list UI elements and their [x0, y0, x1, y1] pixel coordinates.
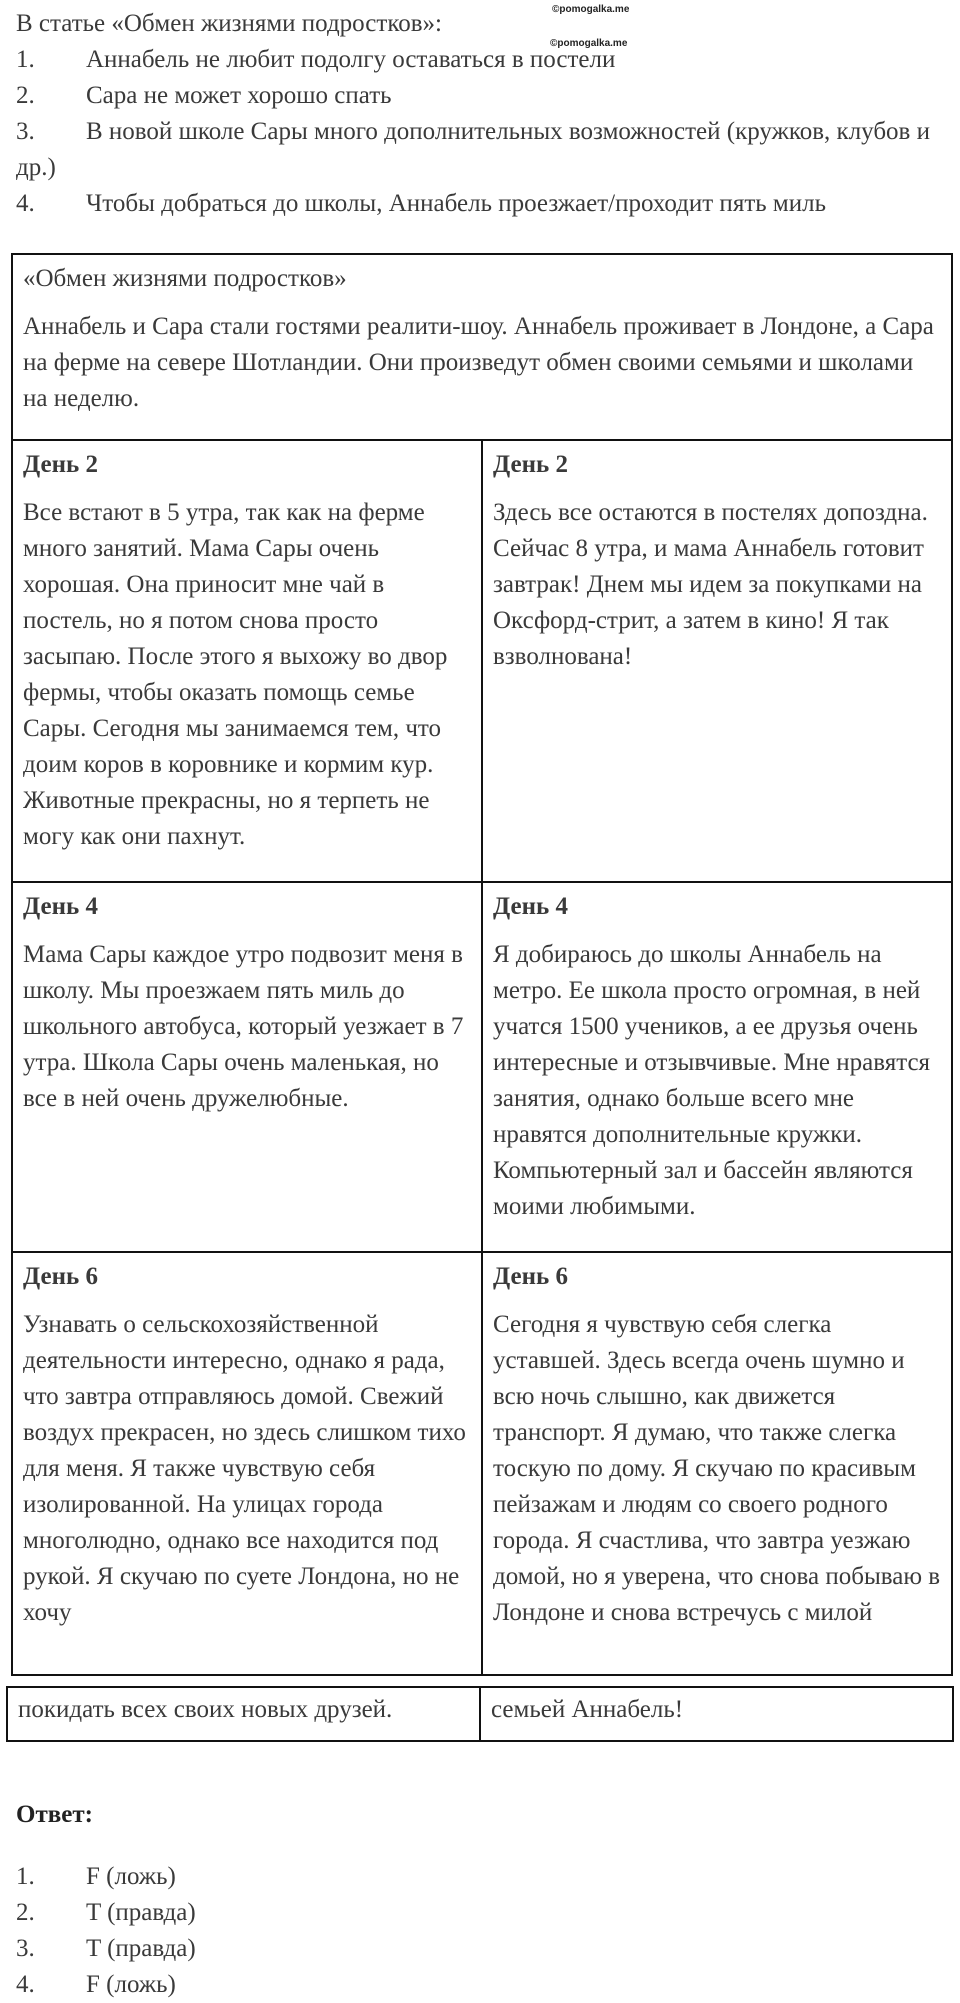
task-title: В статье «Обмен жизнями подростков»:	[16, 10, 442, 37]
day-heading: День 2	[23, 451, 98, 478]
statement-item	[16, 186, 936, 222]
statement-text: Сара не может хорошо спать	[86, 82, 392, 109]
answer-section	[16, 1797, 936, 2003]
answer-number: 1.	[16, 1863, 35, 1890]
answer-item	[16, 1931, 936, 1967]
answer-text: T (правда)	[86, 1935, 196, 1962]
article-continuation-table	[6, 1686, 954, 1742]
day-heading: День 4	[23, 893, 98, 920]
statement-number: 1.	[16, 46, 35, 73]
answer-item	[16, 1967, 936, 2003]
annabel-day-4-cell	[482, 882, 952, 1252]
article-intro: Аннабель и Сара стали гостями реалити-шоу. Аннабель проживает в Лондоне, а Сара на ферме на севере Шотландии. Они произведут обмен своими семьями и школами на неделю.	[23, 313, 934, 412]
statement-text: Аннабель не любит подолгу оставаться в постели	[86, 46, 616, 73]
answer-text: F (ложь)	[86, 1971, 176, 1998]
annabel-day-2-cell	[482, 440, 952, 882]
statement-number: 3.	[16, 118, 35, 145]
diary-text: Мама Сары каждое утро подвозит меня в школу. Мы проезжаем пять миль до школьного автобуса, который уезжает в 7 утра. Школа Сары очень маленькая, но все в ней очень дружелюбные.	[23, 941, 464, 1112]
article-header-cell	[12, 254, 952, 440]
day-heading: День 4	[493, 893, 568, 920]
answer-heading: Ответ:	[16, 1801, 93, 1828]
statement-item	[16, 42, 936, 78]
continuation-left: покидать всех своих новых друзей.	[7, 1687, 480, 1741]
answer-text: T (правда)	[86, 1899, 196, 1926]
diary-text: Узнавать о сельскохозяйственной деятельности интересно, однако я рада, что завтра отправляюсь домой. Свежий воздух прекрасен, но здесь слишком тихо для меня. Я также чувствую себя изолированной. На улицах города многолюдно, однако все находится под рукой. Я скучаю по суете Лондона, но не хочу	[23, 1311, 466, 1626]
statement-number: 2.	[16, 82, 35, 109]
day-heading: День 6	[23, 1263, 98, 1290]
statement-item	[16, 114, 936, 186]
sara-day-6-cell	[12, 1252, 482, 1675]
answer-item	[16, 1895, 936, 1931]
diary-text: Сегодня я чувствую себя слегка уставшей. Здесь всегда очень шумно и всю ночь слышно, как движется транспорт. Я думаю, что также слегка тоскую по дому. Я скучаю по красивым пейзажам и людям со своего родного города. Я счастлива, что завтра уезжаю домой, но я уверена, что снова побываю в Лондоне и снова встречусь с милой	[493, 1311, 941, 1626]
statement-text: Чтобы добраться до школы, Аннабель проезжает/проходит пять миль	[86, 190, 826, 217]
statement-item	[16, 78, 936, 114]
continuation-right: семьей Аннабель!	[480, 1687, 953, 1741]
day-heading: День 6	[493, 1263, 568, 1290]
article-table	[11, 253, 953, 1676]
sara-day-4-cell	[12, 882, 482, 1252]
statement-text: В новой школе Сары много дополнительных возможностей (кружков, клубов и др.)	[16, 118, 930, 181]
answer-text: F (ложь)	[86, 1863, 176, 1890]
task-statements	[16, 6, 936, 222]
answer-number: 2.	[16, 1899, 35, 1926]
annabel-day-6-cell	[482, 1252, 952, 1675]
answer-item	[16, 1859, 936, 1895]
diary-text: Все встают в 5 утра, так как на ферме много занятий. Мама Сары очень хорошая. Она приносит мне чай в постель, но я потом снова просто засыпаю. После этого я выхожу во двор фермы, чтобы оказать помощь семье Сары. Сегодня мы занимаемся тем, что доим коров в коровнике и кормим кур. Животные прекрасны, но я терпеть не могу как они пахнут.	[23, 499, 448, 850]
sara-day-2-cell	[12, 440, 482, 882]
watermark: ©pomogalka.me	[552, 4, 630, 15]
statement-number: 4.	[16, 190, 35, 217]
day-heading: День 2	[493, 451, 568, 478]
answer-number: 3.	[16, 1935, 35, 1962]
diary-text: Я добираюсь до школы Аннабель на метро. Ее школа просто огромная, в ней учатся 1500 учеников, а ее друзья очень интересные и отзывчивые. Мне нравятся занятия, однако больше всего мне нравятся дополнительные кружки. Компьютерный зал и бассейн являются моими любимыми.	[493, 941, 931, 1220]
diary-text: Здесь все остаются в постелях допоздна. Сейчас 8 утра, и мама Аннабель готовит завтрак! Днем мы идем за покупками на Оксфорд-стрит, а затем в кино! Я так взволнована!	[493, 499, 928, 670]
answer-number: 4.	[16, 1971, 35, 1998]
article-title: «Обмен жизнями подростков»	[23, 265, 347, 292]
watermark: ©pomogalka.me	[550, 38, 628, 49]
